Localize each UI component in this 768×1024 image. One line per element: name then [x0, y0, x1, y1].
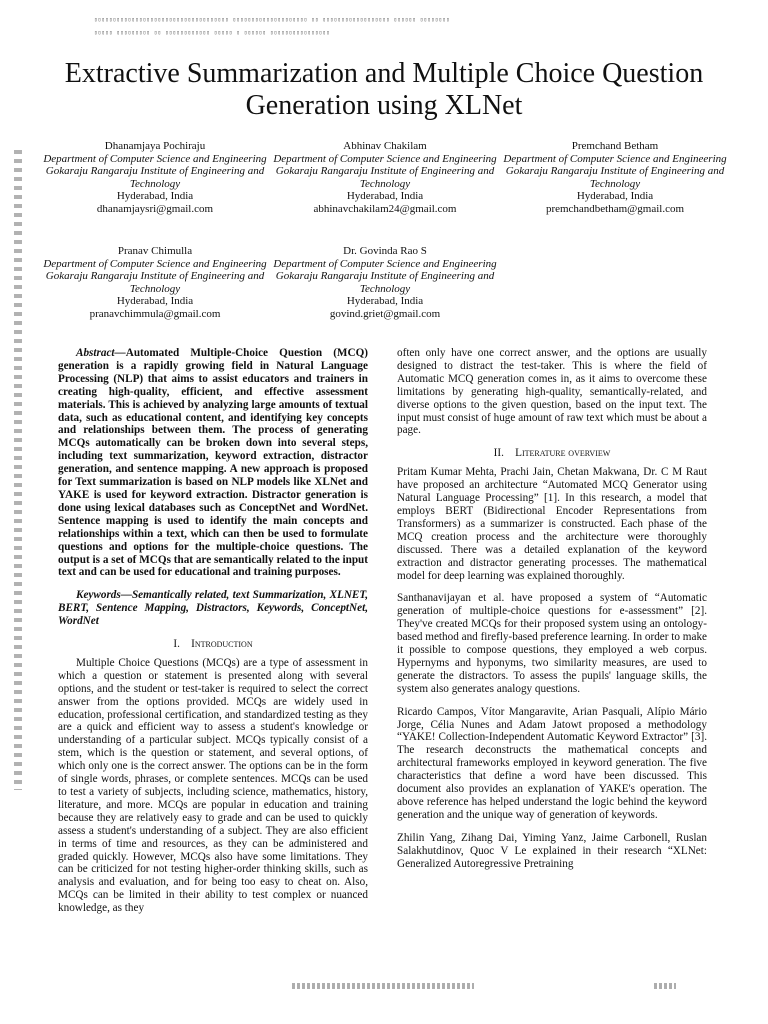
header-conference-text-line2: ▯▯▯▯▯ ▯▯▯▯▯▯▯▯▯ ▯▯ ▯▯▯▯▯▯▯▯▯▯▯▯ ▯▯▯▯▯ ▯ ▯▯▯▯▯▯ ▯▯▯▯▯▯▯▯▯▯▯▯▯▯▯▯: [94, 30, 330, 36]
author-email[interactable]: pranavchimmula@gmail.com: [89, 307, 221, 320]
author-inst: Gokaraju Rangaraju Institute of Engineering and Technology: [275, 165, 495, 190]
author-email[interactable]: govind.griet@gmail.com: [329, 307, 441, 320]
author-row-2: [40, 245, 730, 321]
author-block: [40, 140, 270, 216]
author-dept: Department of Computer Science and Engineering: [43, 257, 267, 270]
footer-isbn-text: [292, 983, 474, 989]
author-city: Hyderabad, India: [346, 190, 424, 203]
author-inst: Gokaraju Rangaraju Institute of Engineering and Technology: [505, 165, 725, 190]
author-block: [500, 140, 730, 216]
introduction-continued: often only have one correct answer, and the options are usually designed to distract the test-taker. This is where the field of Automatic MCQ generation comes in, as it aims to overcome these limitations by generating high-quality, semantically-related, and diverse options to the given question, based on the input text. The input must consist of huge amount of raw text which must be about a page.: [397, 347, 707, 437]
author-inst: Gokaraju Rangaraju Institute of Engineering and Technology: [45, 165, 265, 190]
author-name: Abhinav Chakilam: [343, 140, 427, 152]
author-city: Hyderabad, India: [116, 190, 194, 203]
literature-paragraph-1: Pritam Kumar Mehta, Prachi Jain, Chetan Makwana, Dr. C M Raut have proposed an architecture “Automated MCQ Generator using Natural Language Processing” [1]. In this research, a model that employs BERT (Bidirectional Encoder Representations from Transformers) as a summarizer is constructed. Each phase of the MCQ creation process and the architecture were thoroughly discussed. There was a detailed explanation of the keyword extraction and distractor generating processes. The mathematical model for deep learning was explained thoroughly.: [397, 466, 707, 582]
author-dept: Department of Computer Science and Engineering: [273, 152, 497, 165]
abstract-label: Abstract—: [76, 347, 126, 359]
left-margin-marks: [14, 150, 22, 790]
author-name: Dr. Govinda Rao S: [343, 245, 427, 257]
author-name: Premchand Betham: [571, 140, 659, 152]
author-block: [40, 245, 270, 321]
author-dept: Department of Computer Science and Engineering: [503, 152, 727, 165]
author-city: Hyderabad, India: [576, 190, 654, 203]
author-city: Hyderabad, India: [116, 295, 194, 308]
paper-title: Extractive Summarization and Multiple Choice Question Generation using XLNet: [64, 58, 704, 121]
literature-paragraph-3: Ricardo Campos, Vítor Mangaravite, Arian Pasquali, Alípio Mário Jorge, Célia Nunes and Adam Jatowt proposed a methodology “YAKE! Collection-Independent Automatic Keyword Extractor” [3]. The research deconstructs the mathematical concepts and architectural frameworks employed in keyword generation. The five characteristics that define a word have been discussed. This document also provides an explanation of YAKE's operation. The above reference has helped understand the logic behind the keyword generation and the unique way of generation of keywords.: [397, 705, 707, 821]
author-dept: Department of Computer Science and Engineering: [43, 152, 267, 165]
author-row-1: [40, 140, 730, 216]
author-email[interactable]: premchandbetham@gmail.com: [545, 202, 685, 215]
introduction-paragraph: Multiple Choice Questions (MCQs) are a type of assessment in which a question or statement is presented along with several options, and the student or test-taker is required to select the correct answer from the options provided. MCQs are widely used in education, professional certification, and standardized testing as they are a quick and efficient way to assess a student's knowledge or understanding of a particular subject. MCQs typically consist of a stem, which is the question or statement, and several options, of which only one is the correct answer. The options can be in the form of single words, phrases, or complete sentences. MCQs can be used to test a variety of subjects, including science, mathematics, history, literature, and more. MCQs are popular in education and training because they are relatively easy to grade and can be used to quickly assess a student's understanding of a subject. They are also efficient in terms of time and resources, as they can be administered and graded quickly. However, MCQs also have some limitations. They can be criticized for not testing higher-order thinking skills, such as analysis and evaluation, and for being too easy to cheat on. Also, MCQs can be limited in their ability to test complex or nuanced knowledge, as they: [58, 656, 368, 915]
right-column: [397, 347, 707, 881]
left-column: [58, 347, 368, 925]
author-city: Hyderabad, India: [346, 295, 424, 308]
author-email[interactable]: abhinavchakilam24@gmail.com: [313, 202, 457, 215]
abstract-text: Automated Multiple-Choice Question (MCQ) generation is a rapidly growing field in Natural Language Processing (NLP) that aims to assist educators and trainers in creating high-quality, efficient, and effective assessment materials. This is achieved by analyzing large amounts of textual data, such as educational content, and identifying key concepts and relationships between them. The process of generating MCQs automatically can be broken down into several steps, including text summarization, keyword extraction, distractor generation, and sentence mapping. A new approach is proposed for Text summarization is based on NLP models like XLNet and YAKE is used for keyword extraction. Distractor generation is done using lexical databases such as ConceptNet and WordNet. Sentence mapping is used to identify the main concepts and relationships within a text, which can then be used to formulate questions and options for the multiple-choice questions. The output is a set of MCQs that are semantically related to the input text and can be used for educational and training purposes.: [58, 347, 368, 579]
footer-copyright-text: [654, 983, 676, 989]
keywords: Keywords—Semantically related, text Summarization, XLNET, BERT, Sentence Mapping, Distractors, Keywords, ConceptNet, WordNet: [58, 589, 368, 628]
author-inst: Gokaraju Rangaraju Institute of Engineering and Technology: [45, 270, 265, 295]
author-block: [270, 245, 500, 321]
literature-paragraph-2: Santhanavijayan et al. have proposed a system of “Automatic generation of multiple-choice questions for e-assessment” [2]. They've created MCQs for their proposed system using an ontology-based method and firefly-based preference learning. In order to make it possible to compose questions, they employed a web corpus. Hypernyms and hyponyms, two similarity measures, are used to generate the distractors. To assess the pupils' language skills, the system also generates analogy questions.: [397, 592, 707, 695]
header-conference-text: ▯▯▯▯▯▯▯▯▯▯▯▯▯▯▯▯▯▯▯▯▯▯▯▯▯▯▯▯▯▯▯▯▯▯▯▯ ▯▯▯▯▯▯▯▯▯▯▯▯▯▯▯▯▯▯▯▯ ▯▯ ▯▯▯▯▯▯▯▯▯▯▯▯▯▯▯▯▯▯ ▯▯▯▯▯▯ ▯▯▯▯▯▯▯▯: [94, 17, 450, 23]
literature-paragraph-4: Zhilin Yang, Zihang Dai, Yiming Yanz, Jaime Carbonell, Ruslan Salakhutdinov, Quoc V Le explained in their research “XLNet: Generalized Autoregressive Pretraining: [397, 831, 707, 870]
author-dept: Department of Computer Science and Engineering: [273, 257, 497, 270]
section-heading-introduction: I. Introduction: [173, 638, 253, 651]
author-email[interactable]: dhanamjaysri@gmail.com: [96, 202, 214, 215]
section-heading-literature: II. Literature overview: [493, 447, 611, 460]
author-name: Dhanamjaya Pochiraju: [104, 140, 206, 152]
author-inst: Gokaraju Rangaraju Institute of Engineering and Technology: [275, 270, 495, 295]
author-name: Pranav Chimulla: [117, 245, 193, 257]
abstract: [58, 347, 368, 579]
author-block: [270, 140, 500, 216]
